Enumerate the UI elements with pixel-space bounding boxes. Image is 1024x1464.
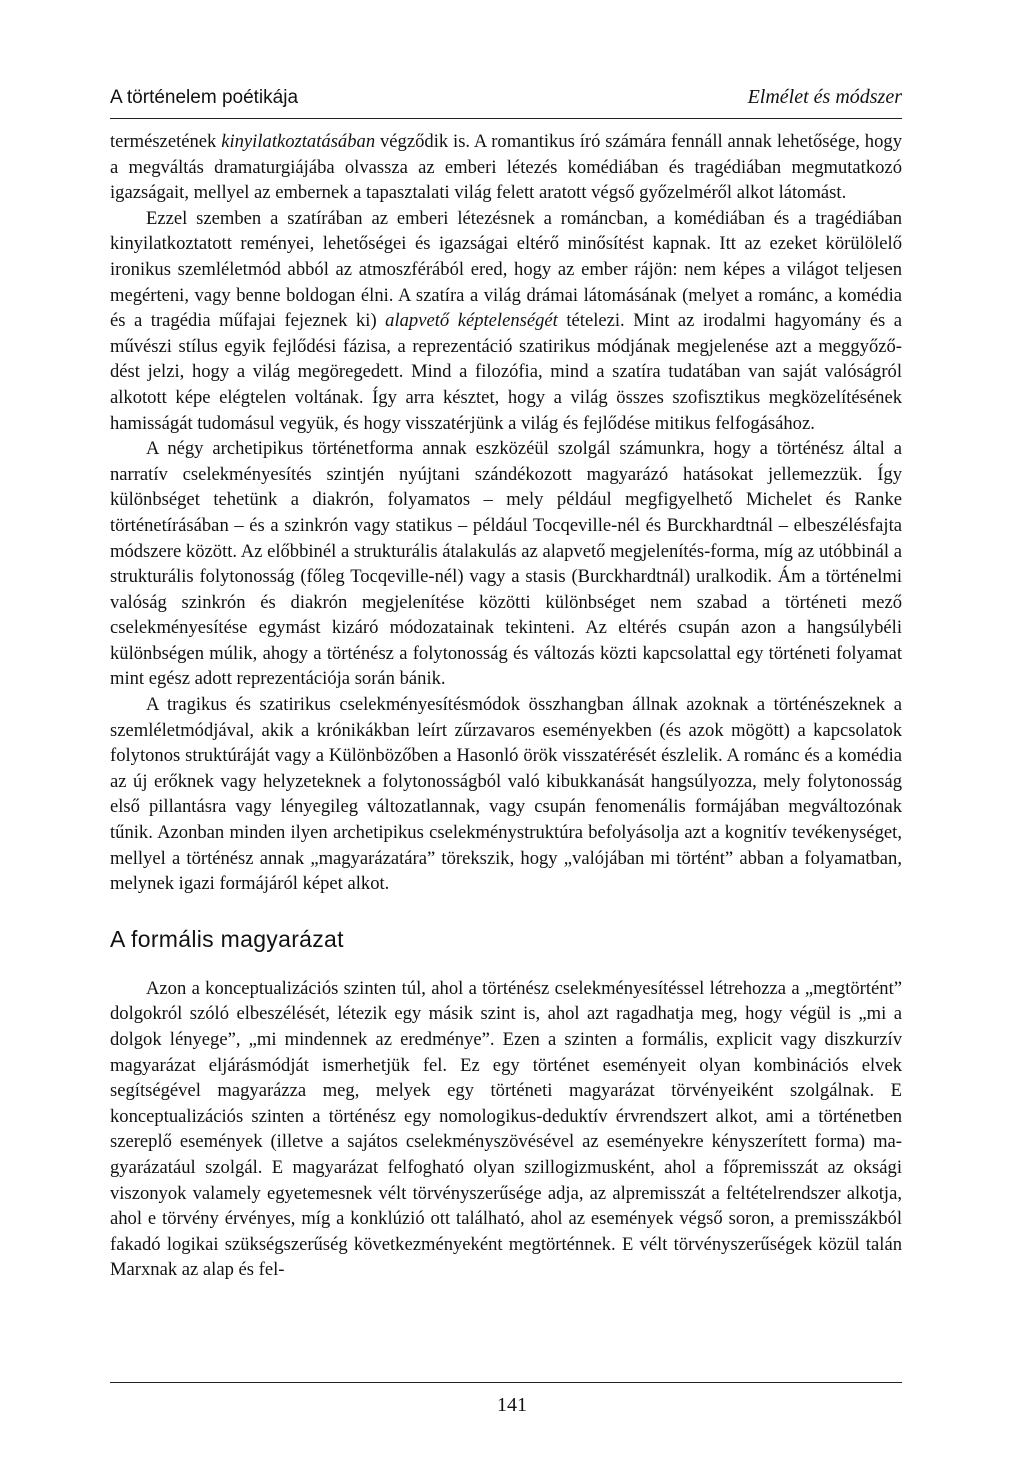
paragraph-1 [110,129,902,206]
paragraph-1-emphasis: kinyilatkoztatásában [221,131,376,152]
section-paragraph: Azon a konceptualizációs szinten túl, ahol a történész cselekményesítéssel létrehozza a „megtörtént” dolgokról szóló elbeszélését, létezik egy másik szint is, ahol azt ragadhatja meg, hogy végül is „mi a dolgok lényege”, „mi mindennek az eredménye”. Ezen a szinten a formális, explicit vagy diszkurzív magyarázat eljárásmódját ismerhetjük fel. Ez egy történet eseményeit olyan kombinációs elvek segítségével magyarázza meg, melyek egy történeti magyarázat törvényeiként szolgálnak. E konceptualizációs szinten a történész egy nomologikus-deduktív érvrendszert alkot, ami a történetben szereplő események (illetve a sajátos cselekményszövésével az eseményekre kényszerített forma) magyarázatául szolgál. E magyarázat felfogható olyan szillogizmusként, ahol a főpremisszát az oksági viszonyok valamely egyetemesnek vélt törvényszerűsége adja, az alpremisszát a feltételrendszer alkotja, ahol e törvény érvényes, míg a konklúzió ott található, ahol az események végső soron, a premisszákból fakadó logikai szükségszerűség következményeként megtörténnek. E vélt törvényszerűségek közül talán Marxnak az alap és fel- [110,977,902,1281]
section-title: Elmélet és módszer [747,86,902,108]
running-header [110,84,902,111]
page-number: 141 [497,1394,527,1416]
section-heading: A formális magyarázat [110,925,344,952]
paragraph-2-text-end: tételezi. Mint az irodalmi hagyomány és a művészi stílus egyik fejlődési fázisa, a reprezentáció szatirikus módjának megjelenése azt a meggyőződést jelzi, hogy a világ megöregedett. Mind a filozófia, mind a szatíra tudatában van saját valóságról alkotott képe elégtelen voltának. Így arra késztet, hogy a világ összes szofisztikus megközelítésének hamisságát tudomásul vegyük, és hogy visszatérjünk a világ és fejlődése mitikus felfogásához. [110,310,902,434]
paragraph-1-text-end: végződik is. A romantikus író számára fennáll annak lehetősége, hogy a megváltás dramaturgiájába olvassza az emberi létezés komédiában és tragédiában megmutatkozó igazságait, mellyel az embernek a tapasztalati világ felett aratott végső győzelméről alkot látomást. [110,131,902,204]
paragraph-2-text-start: Ezzel szemben a szatírában az emberi létezésnek a románcban, a komédiában és a tragédiában kinyilatkoztatott reményei, lehetőségei és igazságai eltérő minősítést kapnak. Itt az ezeket körülölelő ironikus szemléletmód abból az atmoszférából ered, hogy az ember rájön: nem képes a világot teljesen megérteni, vagy benne boldogan élni. A szatíra a világ drámai látomásának (melyet a románc, a komédia és a tragédia műfajai fejeznek ki) [110,207,902,332]
book-title: A történelem poétikája [110,87,299,108]
page-body [110,129,902,1283]
paragraph-2-emphasis: alapvető képtelenségét [385,310,558,332]
footer-rule [110,1382,902,1383]
paragraph-2 [110,206,902,436]
paragraph-4: A tragikus és szatirikus cselekményesítésmódok összhangban állnak azoknak a történészeknek a szemléletmódjával, akik a krónikákban leírt zűrzavaros eseményekben (és azok mögött) a kapcsolatok folytonos struktúráját vagy a Különbözőben a Hasonló örök visszatérését észlelik. A románc és a komédia az új erőknek vagy helyzeteknek a folytonosságból való kibukkanását hangsúlyozza, mely folytonosság első pillantásra vagy lényegileg változatlannak, vagy csupán fenomenális formájában megváltozónak tűnik. Azonban minden ilyen archetipikus cselekménystruktúra befolyásolja azt a kognitív tevékenységet, mellyel a történész annak „magyarázatára” törekszik, hogy „valójában mi történt” abban a folyamatban, melynek igazi formájáról képet alkot. [110,694,902,895]
paragraph-1-text-start: természetének [110,131,222,152]
header-rule [110,118,902,119]
paragraph-3: A négy archetipikus történetforma annak eszközéül szolgál számunkra, hogy a történész által a narratív cselekményesítés szintjén nyújtani szándékozott magyarázó hatásokat jellemezzük. Így különbséget tehetünk a diakrón, folyamatos – mely például megfigyelhető Michelet és Ranke történetírásában – és a szinkrón vagy statikus – például Tocqeville-nél és Burckhardtnál – elbeszélésfajta módszere között. Az előbbinél a strukturális átalakulás az alapvető megjelenítés-forma, míg az utóbbinál a strukturális folytonosság (főleg Tocqeville-nél) vagy a stasis (Burckhardtnál) uralkodik. Ám a történelmi valóság szinkrón és diakrón megjelenítése közötti különbséget nem szabad a történeti mező cselekményesítése egymást kizáró módozatainak tekinteni. Az eltérés csupán azon a hangsúlybéli különbségen múlik, ahogy a történész a folytonosság és változás közti kapcsolattal egy történeti folyamat mint egész adott reprezentációja során bánik. [110,438,902,690]
